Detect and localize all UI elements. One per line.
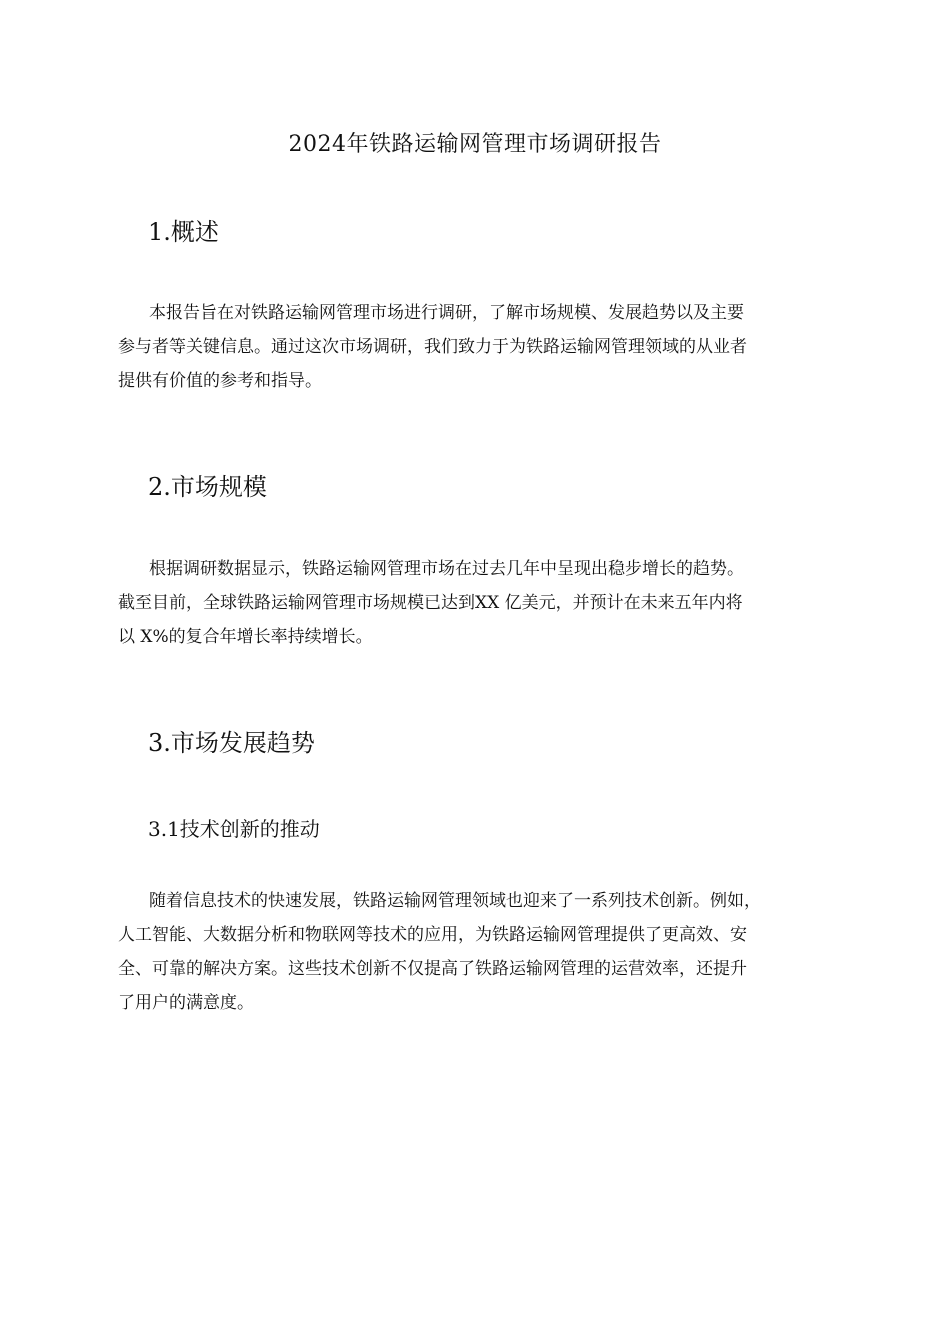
section-heading-market-trends: 3.市场发展趋势 (148, 729, 315, 757)
paragraph-line: 提供有价值的参考和指导。 (118, 371, 322, 391)
paragraph-line: 参与者等关键信息。通过这次市场调研，我们致力于为铁路运输网管理领域的从业者 (118, 337, 747, 357)
section-heading-overview: 1.概述 (148, 218, 219, 246)
paragraph-line: 了用户的满意度。 (118, 993, 254, 1013)
subsection-heading-tech-innovation: 3.1技术创新的推动 (148, 817, 320, 841)
paragraph-market-size (118, 552, 833, 654)
document-title: 2024年铁路运输网管理市场调研报告 (288, 132, 662, 157)
paragraph-line: 以 X%的复合年增长率持续增长。 (118, 627, 373, 647)
paragraph-line: 随着信息技术的快速发展，铁路运输网管理领域也迎来了一系列技术创新。例如， (149, 891, 761, 911)
paragraph-tech-innovation (118, 884, 833, 1020)
paragraph-line: 全、可靠的解决方案。这些技术创新不仅提高了铁路运输网管理的运营效率，还提升 (118, 959, 747, 979)
paragraph-overview (118, 296, 833, 398)
paragraph-line: 本报告旨在对铁路运输网管理市场进行调研，了解市场规模、发展趋势以及主要 (149, 303, 744, 323)
paragraph-line: 人工智能、大数据分析和物联网等技术的应用，为铁路运输网管理提供了更高效、安 (118, 925, 747, 945)
section-heading-market-size: 2.市场规模 (148, 473, 267, 501)
paragraph-line: 截至目前，全球铁路运输网管理市场规模已达到XX 亿美元，并预计在未来五年内将 (118, 593, 743, 613)
paragraph-line: 根据调研数据显示，铁路运输网管理市场在过去几年中呈现出稳步增长的趋势。 (149, 559, 744, 579)
